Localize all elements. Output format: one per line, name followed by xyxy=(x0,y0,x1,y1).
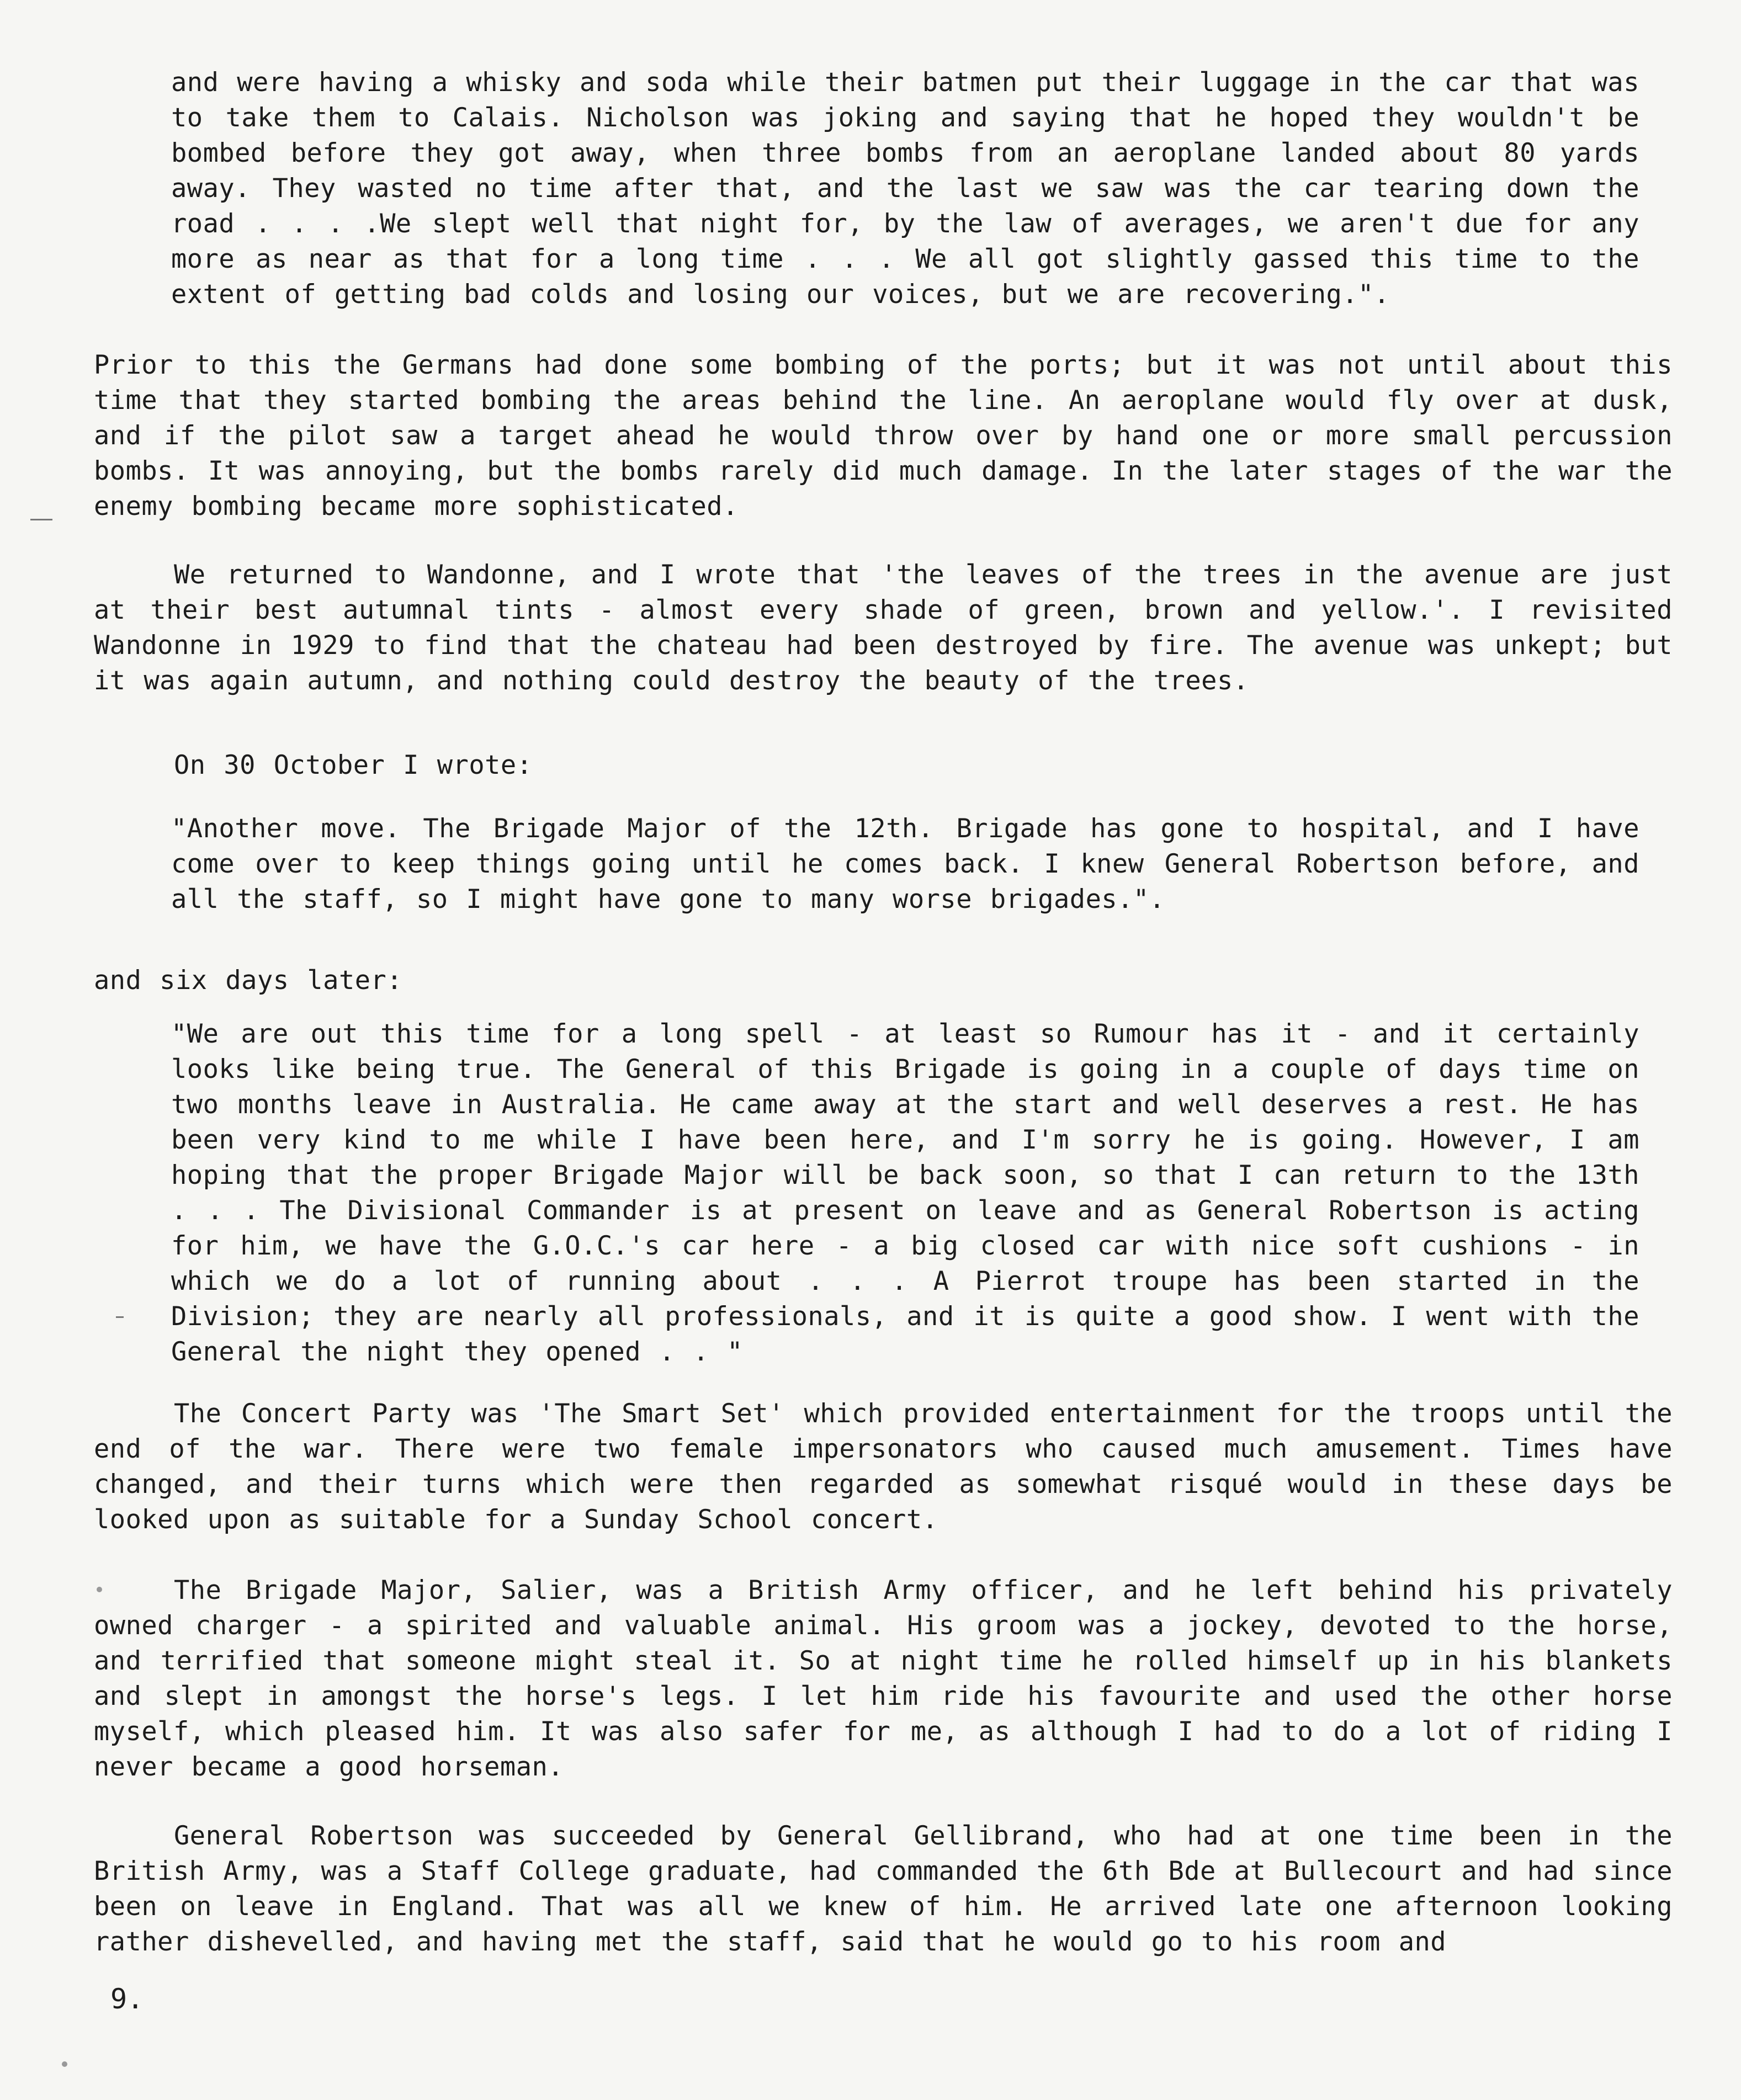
page-number: 9. xyxy=(110,1983,144,2015)
paragraph-quote-long-spell: "We are out this time for a long spell - at least so Rumour has it - and it certainly looks like being true. The General of this Brigade is going in a couple of days time on two months leave in Australia. He came away at the start and well deserves a rest. He has been very kind to me while I have been here, and I'm sorry he is going. However, I am hoping that the proper Brigade Major will be back soon, so that I can return to the 13th . . . The Divisional Commander is at present on leave and as General Robertson is acting for him, we have the G.O.C.'s car here - a big closed car with nice soft cushions - in which we do a lot of running about . . . A Pierrot troupe has been started in the Division; they are nearly all professionals, and it is quite a good show. I went with the General the night they opened . . " xyxy=(171,1019,1639,1367)
margin-mark xyxy=(116,1316,124,1318)
paragraph-gellibrand: General Robertson was succeeded by General Gellibrand, who had at one time been in the British Army, was a Staff College graduate, had commanded the 6th Bde at Bullecourt and had since been on leave in England. That was all we knew of him. He arrived late one afternoon looking rather dishevelled, and having met the staff, said that he would go to his room and xyxy=(94,1821,1673,1957)
paragraph-concert-party: The Concert Party was 'The Smart Set' which provided entertainment for the troops until the end of the war. There were two female impersonators who caused much amusement. Times have changed, and their turns which were then regarded as somewhat risqué would in these days be looked upon as suitable for a Sunday School concert. xyxy=(94,1399,1673,1535)
paragraph-bombing-ports: Prior to this the Germans had done some bombing of the ports; but it was not until about this time that they started bombing the areas behind the line. An aeroplane would fly over at dusk, and if the pilot saw a target ahead he would throw over by hand one or more small percussion bombs. It was annoying, but the bombs rarely did much damage. In the later stages of the war the enemy bombing became more sophisticated. xyxy=(94,350,1673,522)
paragraph-quote-another-move: "Another move. The Brigade Major of the 12th. Brigade has gone to hospital, and I have come over to keep things going until he comes back. I knew General Robertson before, and all the staff, so I might have gone to many worse brigades.". xyxy=(171,814,1639,915)
paragraph-salier: The Brigade Major, Salier, was a British Army officer, and he left behind his privately owned charger - a spirited and valuable animal. His groom was a jockey, devoted to the horse, and terrified that someone might steal it. So at night time he rolled himself up in his blankets and slept in amongst the horse's legs. I let him ride his favourite and used the other horse myself, which pleased him. It was also safer for me, as although I had to do a lot of riding I never became a good horseman. xyxy=(94,1575,1673,1782)
margin-dot xyxy=(62,2061,67,2067)
margin-mark xyxy=(30,519,52,520)
paragraph-six-days: and six days later: xyxy=(94,965,403,996)
paragraph-wandonne: We returned to Wandonne, and I wrote that 'the leaves of the trees in the avenue are just at their best autumnal tints - almost every shade of green, brown and yellow.'. I revisited Wandonne in 1929 to find that the chateau had been destroyed by fire. The avenue was unkept; but it was again autumn, and nothing could destroy the beauty of the trees. xyxy=(94,560,1673,696)
paragraph-october-intro: On 30 October I wrote: xyxy=(174,750,533,780)
margin-dot xyxy=(97,1587,102,1592)
paragraph-quote-calais: and were having a whisky and soda while their batmen put their luggage in the car that was to take them to Calais. Nicholson was joking and saying that he hoped they wouldn't be bombed before they got away, when three bombs from an aeroplane landed about 80 yards away. They wasted no time after that, and the last we saw was the car tearing down the road . . . .We slept well that night for, by the law of averages, we aren't due for any more as near as that for a long time . . . We all got slightly gassed this time to the extent of getting bad colds and losing our voices, but we are recovering.". xyxy=(171,67,1639,310)
